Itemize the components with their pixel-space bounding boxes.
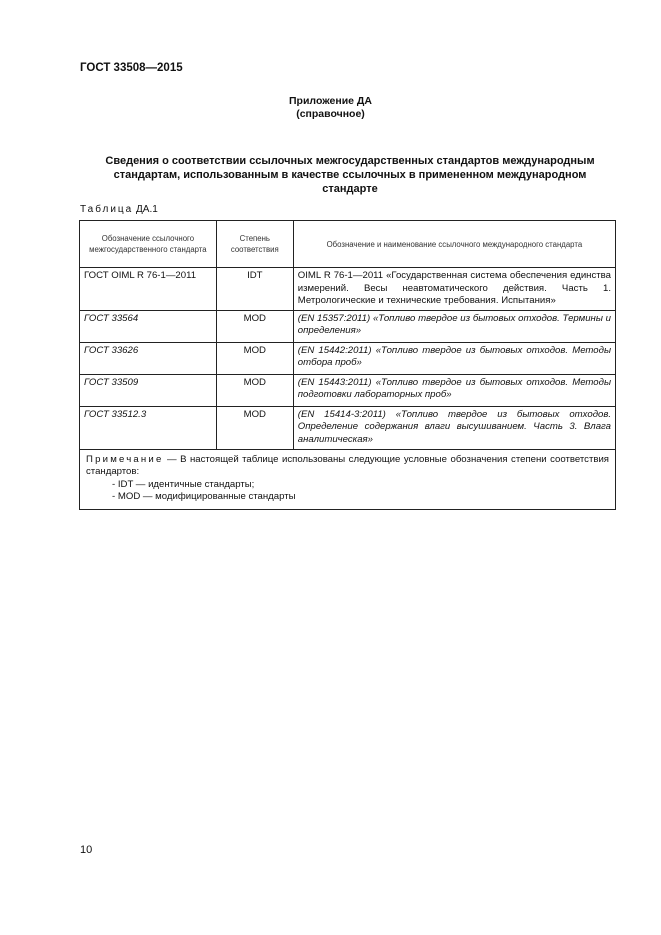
annex-title: Приложение ДА	[289, 95, 372, 107]
intl-standard-cell: (EN 15414-3:2011) «Топливо твердое из бытовых отходов. Определение содержания влаги высушиванием. Часть 3. Влага аналитическая»	[293, 406, 615, 449]
column-header: Обозначение и наименование ссылочного международного стандарта	[293, 221, 615, 268]
degree-cell: MOD	[216, 342, 293, 374]
ref-standard-cell: ГОСТ 33626	[80, 342, 217, 374]
degree-cell: MOD	[216, 310, 293, 342]
table-row	[80, 342, 616, 374]
table-row	[80, 268, 616, 311]
table-row	[80, 374, 616, 406]
table-caption-number: ДА.1	[136, 204, 158, 215]
note-item: - MOD — модифицированные стандарты	[112, 491, 296, 502]
degree-cell: MOD	[216, 406, 293, 449]
column-header: Обозначение ссылочного межгосударственного стандарта	[80, 221, 217, 268]
ref-standard-cell: ГОСТ 33509	[80, 374, 217, 406]
intl-standard-cell: OIML R 76-1—2011 «Государственная система обеспечения единства измерений. Весы неавтоматического действия. Часть 1. Метрологические и технические требования. Испытания»	[293, 268, 615, 311]
degree-cell: MOD	[216, 374, 293, 406]
degree-cell: IDT	[216, 268, 293, 311]
note-label: Примечание	[86, 453, 164, 465]
table-caption	[80, 204, 158, 215]
section-heading: Сведения о соответствии ссылочных межгосударственных стандартов международным стандартам, использованным в качестве ссылочных в примененном международном стандарте	[105, 155, 595, 195]
document-code: ГОСТ 33508—2015	[80, 62, 183, 74]
column-header: Степень соответствия	[216, 221, 293, 268]
note-intro	[86, 454, 609, 479]
ref-standard-cell: ГОСТ 33564	[80, 310, 217, 342]
table-note-row	[80, 449, 616, 509]
annex-block	[0, 95, 661, 121]
ref-standard-cell: ГОСТ OIML R 76-1—2011	[80, 268, 217, 311]
table-row	[80, 406, 616, 449]
correspondence-table	[79, 220, 616, 510]
table-row	[80, 310, 616, 342]
table-note	[80, 449, 616, 509]
intl-standard-cell: (EN 15443:2011) «Топливо твердое из бытовых отходов. Методы подготовки лабораторных проб»	[293, 374, 615, 406]
table-caption-label: Таблица	[80, 204, 134, 215]
ref-standard-cell: ГОСТ 33512.3	[80, 406, 217, 449]
page-number: 10	[80, 844, 93, 856]
table-header-row	[80, 221, 616, 268]
annex-subtitle: (справочное)	[296, 108, 365, 120]
intl-standard-cell: (EN 15357:2011) «Топливо твердое из бытовых отходов. Термины и определения»	[293, 310, 615, 342]
note-item: - IDT — идентичные стандарты;	[112, 478, 255, 490]
note-text: — В настоящей таблице использованы следующие условные обозначения степени соответствия стандартов:	[86, 453, 609, 477]
intl-standard-cell: (EN 15442:2011) «Топливо твердое из бытовых отходов. Методы отбора проб»	[293, 342, 615, 374]
